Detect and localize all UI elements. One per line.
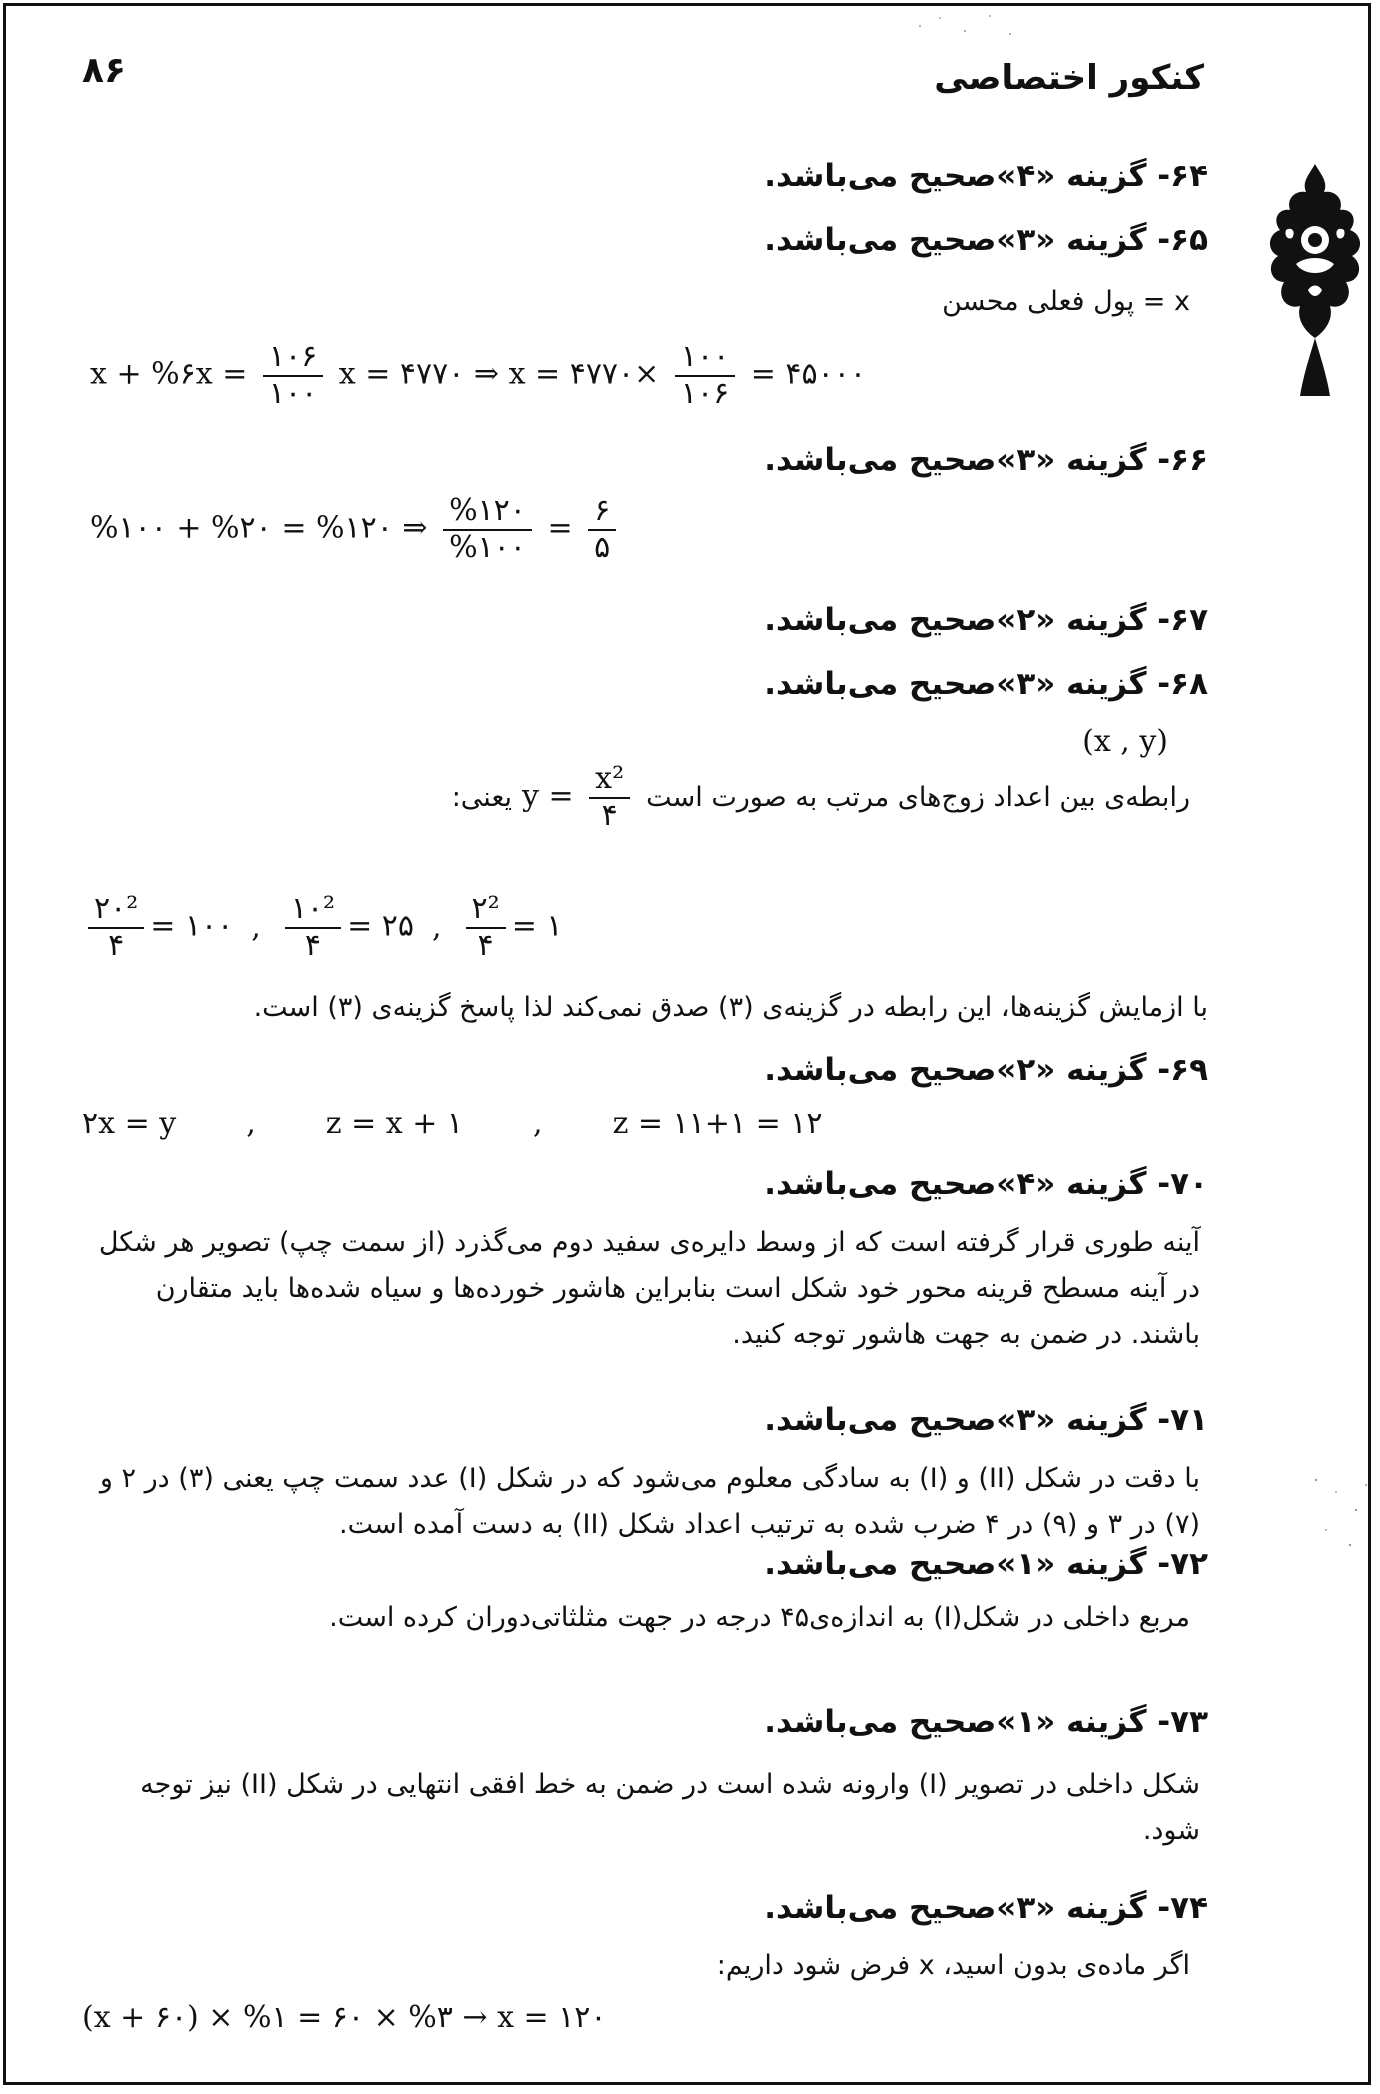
calc-3 — [460, 892, 563, 963]
denominator: %۱۰۰ — [449, 529, 526, 565]
eq-part: x + %۶x = — [90, 356, 248, 392]
separator: , — [533, 1106, 543, 1141]
denominator: ۴ — [304, 927, 322, 963]
numerator: ۶ — [588, 494, 616, 531]
answer-64: ۶۴- گزینه «۴»صحیح می‌باشد. — [764, 158, 1208, 194]
answer-69: ۶۹- گزینه «۲»صحیح می‌باشد. — [764, 1052, 1208, 1088]
fraction — [88, 892, 144, 963]
scan-noise — [1306, 1470, 1376, 1560]
fraction — [285, 892, 341, 963]
q74-equation: (x + ۶۰) × %۱ = ۶۰ × %۳ → x = ۱۲۰ — [82, 2000, 607, 2035]
equation-2: z = x + ۱ — [325, 1106, 464, 1141]
persian-ornament-icon — [1256, 160, 1374, 400]
answer-65: ۶۵- گزینه «۳»صحیح می‌باشد. — [764, 222, 1208, 258]
calc-1 — [82, 892, 233, 963]
denominator: ۱۰۶ — [680, 375, 730, 411]
q74-text: اگر ماده‌ی بدون اسید، x فرض شود داریم: — [716, 1950, 1190, 1981]
q66-equation — [90, 494, 622, 565]
fraction — [443, 494, 532, 565]
numerator: ۲² — [466, 892, 506, 929]
q69-equations — [82, 1106, 823, 1141]
equation-1: ۲x = y — [82, 1106, 177, 1141]
fraction — [263, 340, 323, 411]
q68-conclusion: با ازمایش گزینه‌ها، این رابطه در گزینه‌ی (۳) صدق نمی‌کند لذا پاسخ گزینه‌ی (۳) است. — [253, 992, 1208, 1023]
denominator: ۴ — [477, 927, 494, 963]
answer-66: ۶۶- گزینه «۳»صحیح می‌باشد. — [764, 442, 1208, 478]
relation-end: یعنی: — [451, 782, 512, 813]
q65-equation — [90, 340, 866, 411]
answer-71: ۷۱- گزینه «۳»صحیح می‌باشد. — [764, 1402, 1208, 1438]
numerator: %۱۲۰ — [443, 494, 532, 531]
denominator: ۱۰۰ — [268, 375, 318, 411]
denominator: ۴ — [601, 797, 618, 833]
eq-part: = ۴۵۰۰۰ — [750, 356, 866, 392]
numerator: ۲۰² — [88, 892, 144, 929]
numerator: ۱۰۶ — [263, 340, 323, 377]
value: = ۲۵ — [347, 908, 414, 944]
q68-relation — [452, 762, 1190, 833]
value: = ۱۰۰ — [150, 908, 234, 944]
separator: , — [246, 1106, 256, 1141]
fraction — [588, 494, 616, 565]
separator: , — [251, 910, 261, 945]
fraction — [466, 892, 506, 963]
eq-part: x = ۴۷۷۰ ⇒ x = ۴۷۷۰× — [338, 356, 660, 392]
numerator: ۱۰² — [285, 892, 341, 929]
q65-definition: x = پول فعلی محسن — [942, 286, 1190, 317]
fraction — [675, 340, 735, 411]
page-number: ۸۶ — [82, 50, 126, 91]
q72-text: مربع داخلی در شکل(I) به اندازه‌ی۴۵ درجه در جهت مثلثاتی‌دوران کرده است. — [329, 1602, 1190, 1633]
relation-text: رابطه‌ی بین اعداد زوج‌های مرتب به صورت است — [646, 782, 1190, 813]
answer-68: ۶۸- گزینه «۳»صحیح می‌باشد. — [764, 666, 1208, 702]
q68-calculations — [82, 892, 562, 963]
fraction — [589, 762, 630, 833]
answer-73: ۷۳- گزینه «۱»صحیح می‌باشد. — [764, 1704, 1208, 1740]
denominator: ۴ — [108, 927, 125, 963]
denominator: ۵ — [594, 529, 611, 565]
eq-part: y = — [522, 778, 574, 814]
q70-paragraph: آینه طوری قرار گرفته است که از وسط دایره‌ی سفید دوم می‌گذرد (از سمت چپ) تصویر هر شکل در آینه مسطح قرینه محور خود شکل است بنابراین هاشور خورده‌ها و سیاه شده‌ها باید متقارن باشند. در ضمن به جهت هاشور توجه کنید. — [98, 1227, 1200, 1350]
scan-noise — [910, 6, 1030, 46]
q68-pair: (x , y) — [1082, 724, 1168, 759]
answer-70: ۷۰- گزینه «۴»صحیح می‌باشد. — [764, 1166, 1208, 1202]
numerator: x² — [589, 762, 630, 799]
answer-72: ۷۲- گزینه «۱»صحیح می‌باشد. — [764, 1546, 1208, 1582]
calc-2 — [279, 892, 414, 963]
numerator: ۱۰۰ — [675, 340, 735, 377]
equation-3: z = ۱۱+۱ = ۱۲ — [612, 1106, 823, 1141]
book-title: کنکور اختصاصی — [934, 58, 1204, 98]
eq-part: %۱۰۰ + %۲۰ = %۱۲۰ ⇒ — [90, 510, 428, 546]
eq-part: = — [547, 510, 573, 546]
separator: , — [432, 910, 442, 945]
q71-paragraph: با دقت در شکل (II) و (I) به سادگی معلوم می‌شود که در شکل (I) عدد سمت چپ یعنی (۳) در ۲ و (۷) در ۳ و (۹) در ۴ ضرب شده به ترتیب اعداد شکل (II) به دست آمده است. — [99, 1463, 1200, 1540]
relation-eq — [522, 762, 636, 833]
value: = ۱ — [511, 908, 563, 944]
q73-paragraph: شکل داخلی در تصویر (I) وارونه شده است در ضمن به خط افقی انتهایی در شکل (II) نیز توجه شود. — [140, 1769, 1200, 1846]
answer-74: ۷۴- گزینه «۳»صحیح می‌باشد. — [764, 1890, 1208, 1926]
answer-67: ۶۷- گزینه «۲»صحیح می‌باشد. — [764, 602, 1208, 638]
